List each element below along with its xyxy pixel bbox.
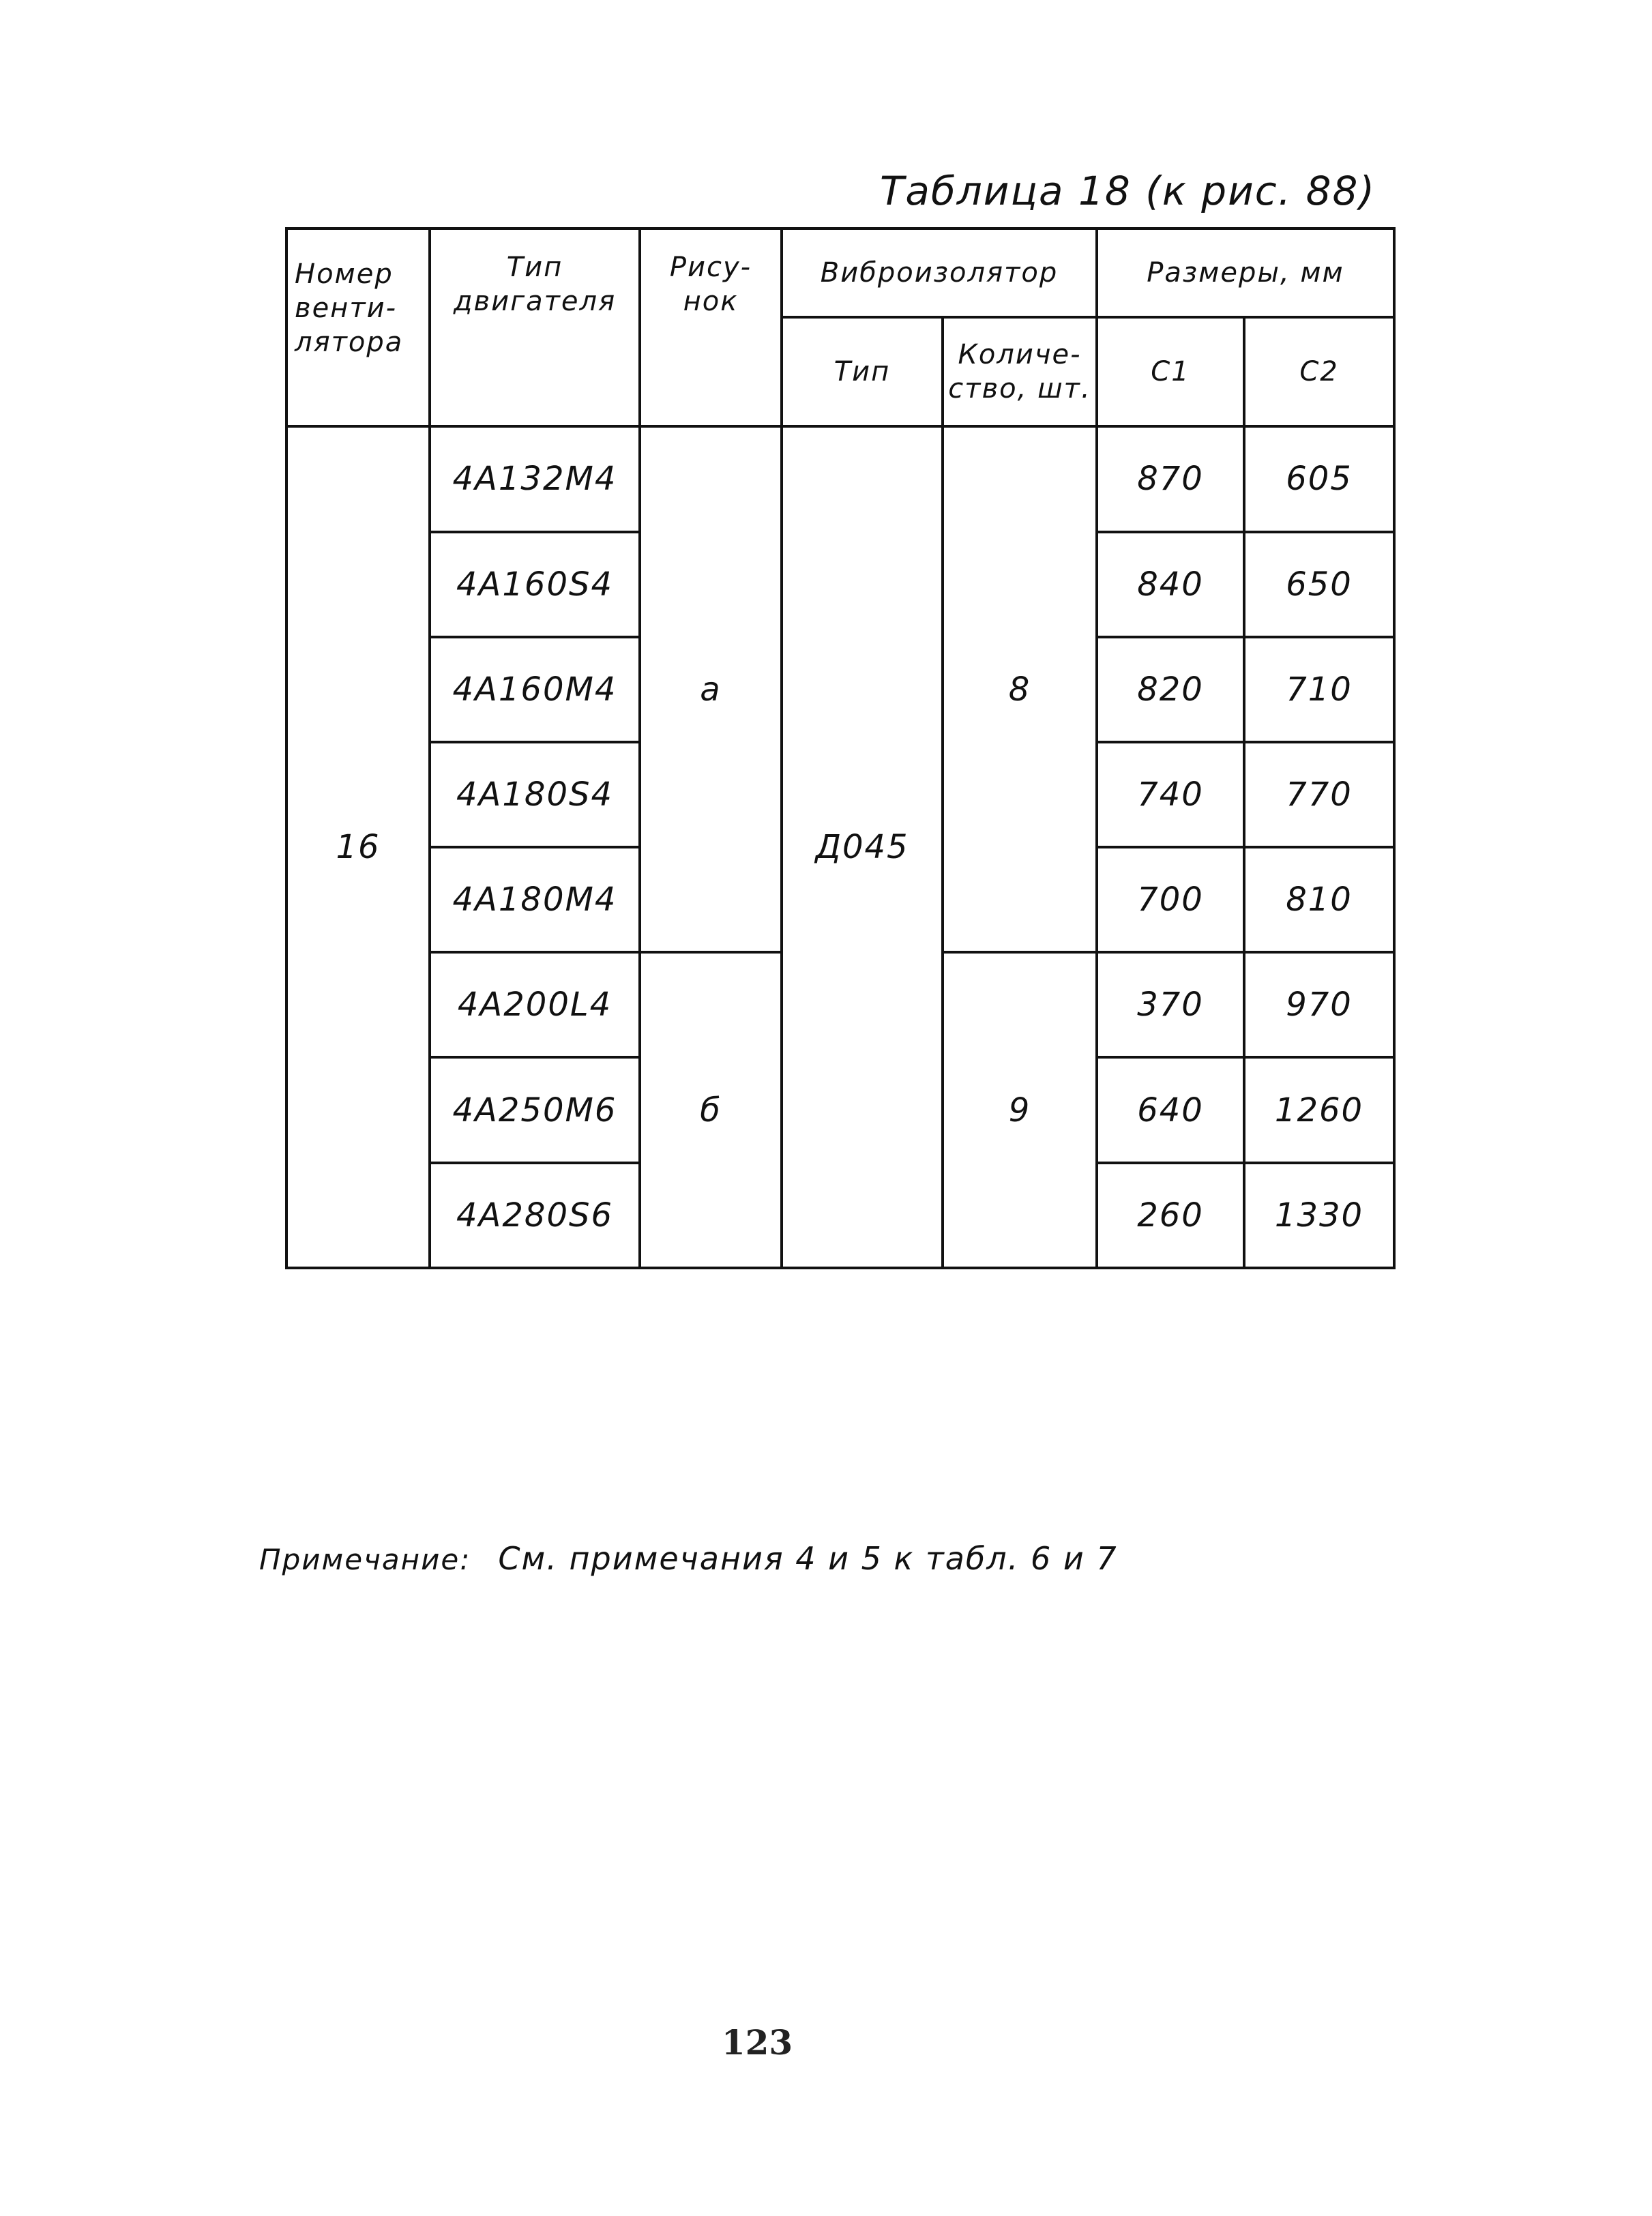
isolator-quantity-cell: 9: [943, 952, 1097, 1268]
c2-cell: 970: [1244, 952, 1394, 1057]
table-row: [286, 426, 1394, 531]
motor-type-cell: 4А160М4: [430, 637, 640, 742]
motor-type-cell: 4А200L4: [430, 952, 640, 1057]
c1-cell: 370: [1097, 952, 1244, 1057]
page-number: 123: [721, 2022, 793, 2063]
fan-data-table: [285, 227, 1396, 1269]
c1-cell: 820: [1097, 637, 1244, 742]
c2-cell: 1260: [1244, 1057, 1394, 1162]
header-isolator-quantity: Количе- ство, шт.: [943, 317, 1097, 426]
motor-type-cell: 4А180М4: [430, 847, 640, 952]
motor-type-cell: 4А132М4: [430, 426, 640, 531]
c1-cell: 260: [1097, 1163, 1244, 1268]
header-dimensions: Размеры, мм: [1097, 228, 1394, 317]
c2-cell: 605: [1244, 426, 1394, 531]
header-motor-type: Тип двигателя: [430, 228, 640, 426]
motor-type-cell: 4А160S4: [430, 532, 640, 637]
header-drawing: Рису- нок: [640, 228, 782, 426]
note-text: См. примечания 4 и 5 к табл. 6 и 7: [498, 1540, 1118, 1577]
c1-cell: 870: [1097, 426, 1244, 531]
drawing-cell: а: [640, 426, 782, 952]
header-vibration-isolator: Виброизолятор: [782, 228, 1097, 317]
note-label: Примечание:: [259, 1543, 471, 1576]
c2-cell: 810: [1244, 847, 1394, 952]
c1-cell: 640: [1097, 1057, 1244, 1162]
c1-cell: 740: [1097, 742, 1244, 847]
header-isolator-type: Тип: [782, 317, 943, 426]
isolator-type-cell: Д045: [782, 426, 943, 1268]
c1-cell: 840: [1097, 532, 1244, 637]
motor-type-cell: 4А180S4: [430, 742, 640, 847]
header-c2: С2: [1244, 317, 1394, 426]
c1-cell: 700: [1097, 847, 1244, 952]
drawing-cell: б: [640, 952, 782, 1268]
header-c1: С1: [1097, 317, 1244, 426]
c2-cell: 1330: [1244, 1163, 1394, 1268]
c2-cell: 650: [1244, 532, 1394, 637]
table-caption: Таблица 18 (к рис. 88): [880, 168, 1376, 214]
c2-cell: 710: [1244, 637, 1394, 742]
motor-type-cell: 4А280S6: [430, 1163, 640, 1268]
c2-cell: 770: [1244, 742, 1394, 847]
motor-type-cell: 4А250М6: [430, 1057, 640, 1162]
note: [259, 1531, 1419, 1586]
fan-number-cell: 16: [286, 426, 430, 1268]
header-fan-number: Номер венти- лятора: [286, 228, 430, 426]
isolator-quantity-cell: 8: [943, 426, 1097, 952]
